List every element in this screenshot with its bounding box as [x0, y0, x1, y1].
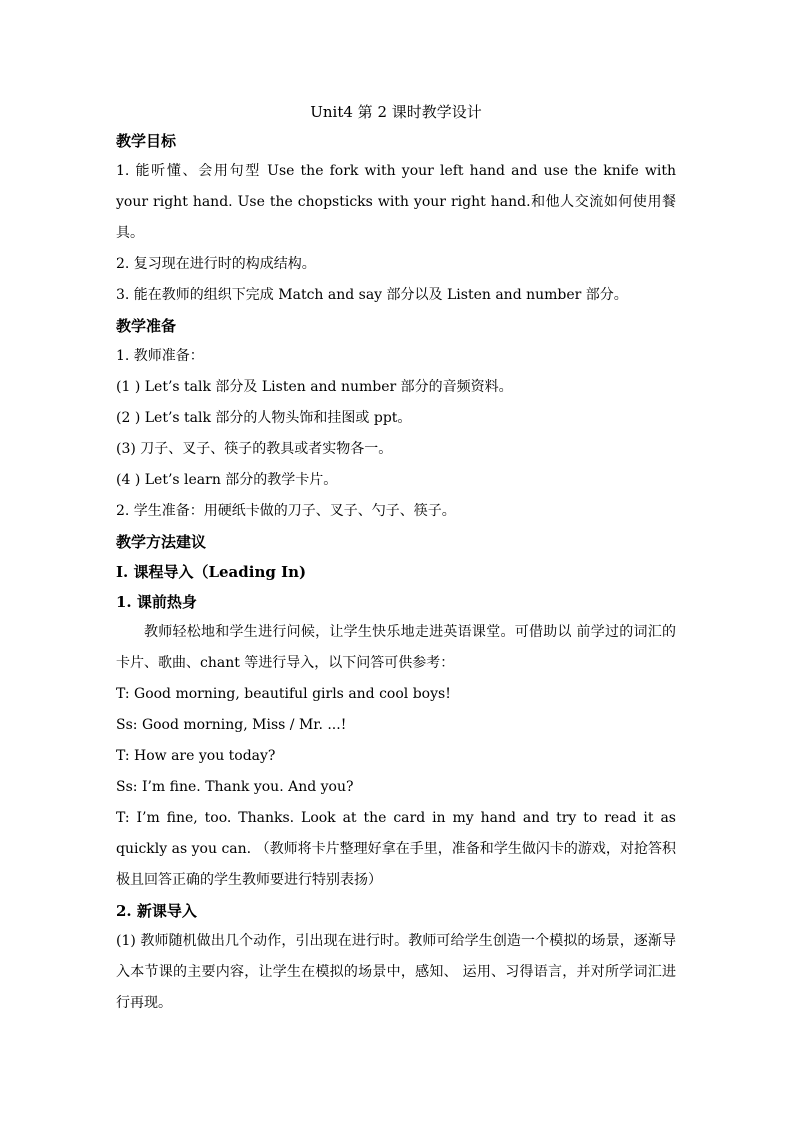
preparation-item-4: (3) 刀子、叉子、筷子的教具或者实物各一。 — [116, 441, 393, 457]
objective-item-1: 1. 能听懂、会用句型 Use the fork with your left hand and use the knife with your right hand. Use the chopsticks with your right hand.和他人交流如何使用餐具。 — [116, 163, 676, 241]
preparation-item-2: (1 ) Let’s talk 部分及 Listen and number 部分的音频资料。 — [116, 379, 513, 395]
heading-new-lesson: 2. 新课导入 — [116, 902, 197, 920]
preparation-item-6: 2. 学生准备：用硬纸卡做的刀子、叉子、勺子、筷子。 — [116, 503, 456, 519]
dialogue-line-2: Ss: Good morning, Miss / Mr. ...! — [116, 717, 347, 733]
document-title: Unit4 第 2 课时教学设计 — [310, 103, 482, 121]
new-lesson-text: (1) 教师随机做出几个动作，引出现在进行时。教师可给学生创造一个模拟的场景，逐渐导入本节课的主要内容，让学生在模拟的场景中，感知、 运用、习得语言，并对所学词汇进行再现。 — [116, 933, 676, 1011]
dialogue-line-3: T: How are you today? — [116, 748, 276, 764]
objective-item-2: 2. 复习现在进行时的构成结构。 — [116, 256, 316, 272]
heading-warm-up: 1. 课前热身 — [116, 593, 197, 611]
heading-methods: 教学方法建议 — [116, 533, 207, 551]
objective-item-3: 3. 能在教师的组织下完成 Match and say 部分以及 Listen and number 部分。 — [116, 287, 628, 303]
heading-leading-in: I. 课程导入（Leading In) — [116, 563, 307, 581]
heading-objectives: 教学目标 — [116, 132, 177, 150]
preparation-item-5: (4 ) Let’s learn 部分的教学卡片。 — [116, 472, 338, 488]
dialogue-line-4: Ss: I’m fine. Thank you. And you? — [116, 779, 354, 795]
dialogue-line-5: T: I’m fine, too. Thanks. Look at the card in my hand and try to read it as quickly as you can. （教师将卡片整理好拿在手里，准备和学生做闪卡的游戏，对抢答积极且回答正确的学生教师要进行特别表扬） — [116, 810, 676, 888]
dialogue-line-1: T: Good morning, beautiful girls and cool boys! — [116, 686, 451, 702]
heading-preparation: 教学准备 — [116, 317, 177, 335]
preparation-item-3: (2 ) Let’s talk 部分的人物头饰和挂图或 ppt。 — [116, 410, 412, 426]
preparation-item-1: 1. 教师准备： — [116, 348, 204, 364]
warm-up-intro: 教师轻松地和学生进行问候，让学生快乐地走进英语课堂。可借助以 前学过的词汇的卡片、歌曲、chant 等进行导入，以下问答可供参考： — [116, 624, 676, 671]
